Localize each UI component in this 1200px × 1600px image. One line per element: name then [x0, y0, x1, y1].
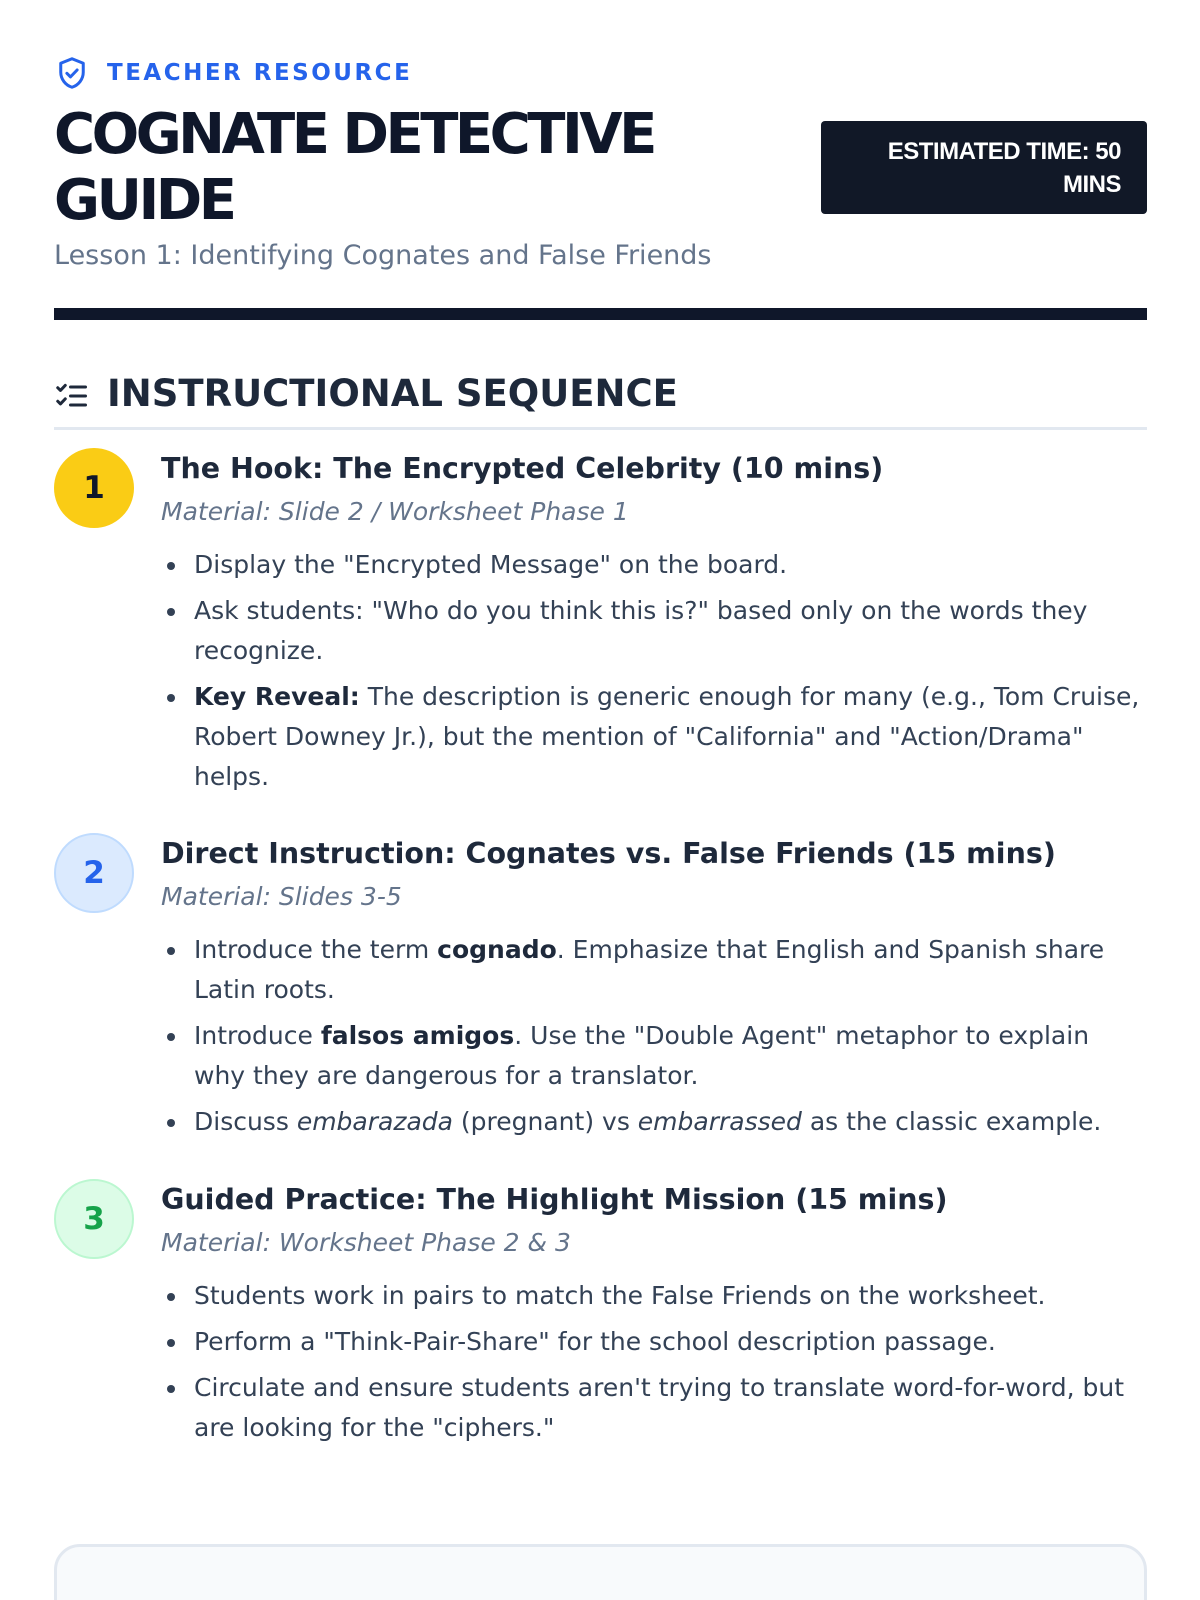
- italic-term: embarazada: [296, 1107, 453, 1136]
- eyebrow: [54, 56, 412, 90]
- bullet-item: [161, 1368, 1147, 1448]
- bullet-item: [161, 677, 1147, 797]
- eyebrow-label: TEACHER RESOURCE: [107, 60, 413, 86]
- step-content: [161, 833, 1147, 1148]
- step-content: [161, 1179, 1147, 1454]
- bold-term: Key Reveal:: [194, 682, 360, 711]
- bullet-item: [161, 1016, 1147, 1096]
- bullet-item: [161, 1276, 1147, 1316]
- bullet-text: as the classic example.: [801, 1107, 1102, 1136]
- step-content: [161, 448, 1147, 803]
- bullet-text: (pregnant) vs: [452, 1107, 638, 1136]
- shield-check-icon: [54, 55, 90, 91]
- bullet-text: Ask students: "Who do you think this is?" based only on the words they recognize.: [194, 596, 1088, 665]
- estimated-time-badge: ESTIMATED TIME: 50 MINS: [821, 121, 1147, 214]
- bullet-item: [161, 1102, 1147, 1142]
- bullet-text: Students work in pairs to match the False Friends on the worksheet.: [194, 1281, 1046, 1310]
- italic-term: embarrassed: [637, 1107, 802, 1136]
- step-material: Material: Slide 2 / Worksheet Phase 1: [161, 497, 629, 526]
- checklist-icon: [54, 378, 90, 414]
- bullet-text: Introduce the term: [194, 935, 438, 964]
- step-title: Direct Instruction: Cognates vs. False Friends (15 mins): [161, 837, 1056, 870]
- bullet-text: Perform a "Think-Pair-Share" for the school description passage.: [194, 1327, 996, 1356]
- bullet-item: [161, 545, 1147, 585]
- step-material: Material: Slides 3-5: [161, 882, 402, 911]
- bullet-text: Discuss: [194, 1107, 297, 1136]
- step-bullet-list: [161, 545, 1147, 797]
- bold-term: cognado: [437, 935, 557, 964]
- teacher-guide-page: [54, 0, 1147, 1600]
- step-number-badge: 3: [54, 1179, 134, 1259]
- bullet-text: Display the "Encrypted Message" on the board.: [194, 550, 788, 579]
- bullet-item: [161, 1322, 1147, 1362]
- bullet-text: Circulate and ensure students aren't trying to translate word-for-word, but are looking for the "ciphers.": [194, 1373, 1125, 1442]
- bullet-item: [161, 591, 1147, 671]
- step-title: Guided Practice: The Highlight Mission (15 mins): [161, 1183, 948, 1216]
- step-title: The Hook: The Encrypted Celebrity (10 mins): [161, 452, 884, 485]
- bold-term: falsos amigos: [320, 1021, 515, 1050]
- notes-card: [54, 1544, 1147, 1600]
- step-bullet-list: [161, 1276, 1147, 1448]
- page-subtitle: Lesson 1: Identifying Cognates and False Friends: [54, 240, 712, 271]
- page-title: COGNATE DETECTIVE GUIDE: [54, 102, 654, 233]
- bullet-text: Introduce: [194, 1021, 321, 1050]
- section-header: [54, 372, 1147, 430]
- section-title: INSTRUCTIONAL SEQUENCE: [107, 372, 678, 415]
- bullet-text: . Use the "Double Agent" metaphor to explain why they are dangerous for a translator.: [194, 1021, 1090, 1090]
- step-number-badge: 2: [54, 833, 134, 913]
- step-number-badge: 1: [54, 448, 134, 528]
- step-bullet-list: [161, 930, 1147, 1142]
- bullet-item: [161, 930, 1147, 1010]
- bullet-text: . Emphasize that English and Spanish share Latin roots.: [194, 935, 1105, 1004]
- header-divider: [54, 308, 1147, 320]
- bullet-text: The description is generic enough for many (e.g., Tom Cruise, Robert Downey Jr.), but the mention of "California" and "Action/Drama" helps.: [194, 682, 1140, 791]
- step-material: Material: Worksheet Phase 2 & 3: [161, 1228, 571, 1257]
